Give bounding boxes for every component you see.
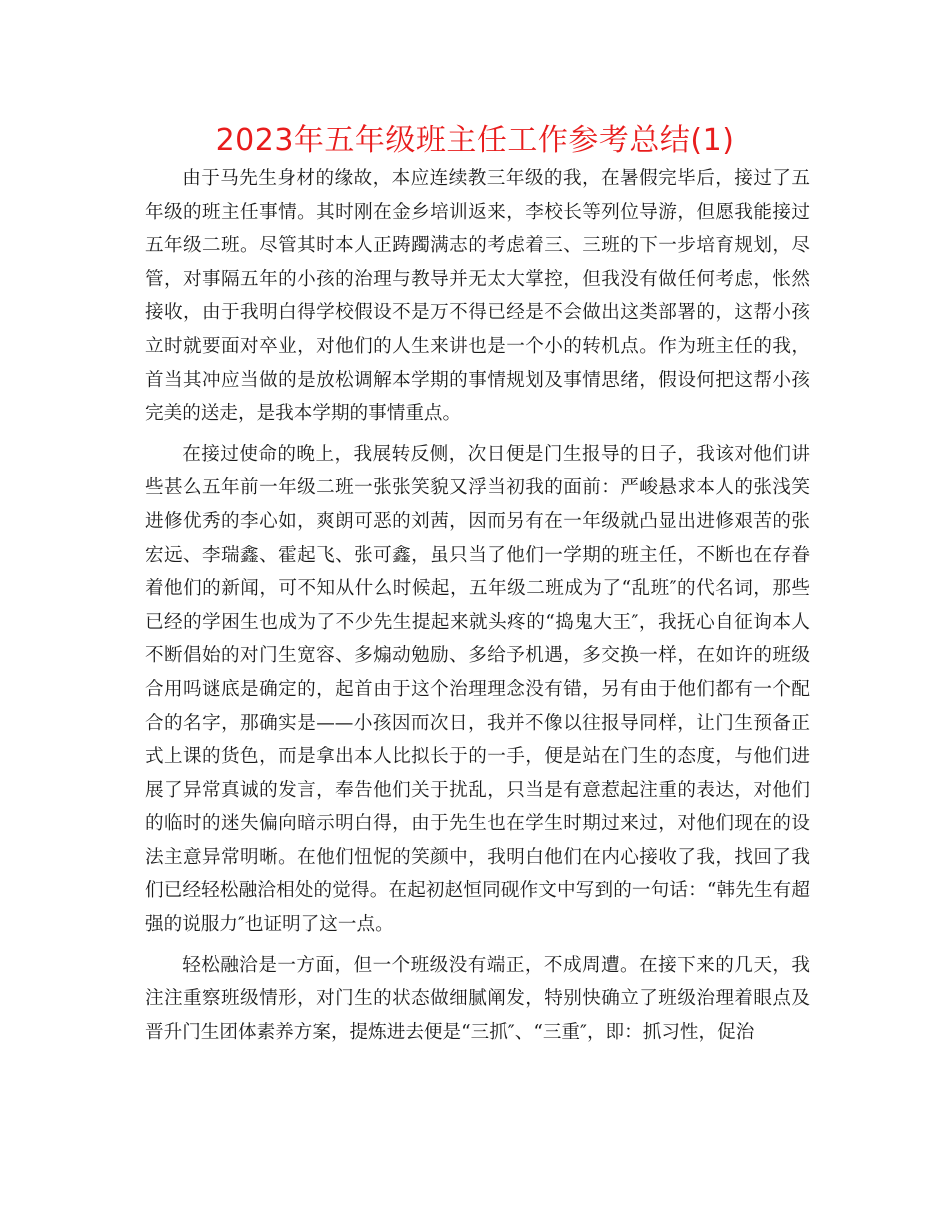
paragraph: 在接过使命的晚上，我展转反侧，次日便是门生报导的日子，我该对他们讲些甚么五年前一年级二班一张张笑貌又浮当初我的面前：严峻悬求本人的张浅笑进修优秀的李心如，爽朗可恶的刘茜，因而另有在一年级就凸显出进修艰苦的张宏远、李瑞鑫、霍起飞、张可鑫，虽只当了他们一学期的班主任，不断也在存眷着他们的新闻，可不知从什么时候起，五年级二班成为了“乱班″的代名词，那些已经的学困生也成为了不少先生提起来就头疼的“捣鬼大王″，我抚心自征询本人不断倡始的对门生宽容、多煽动勉励、多给予机遇，多交换一样，在如许的班级合用吗谜底是确定的，起首由于这个治理理念没有错，另有由于他们都有一个配合的名字，那确实是——小孩因而次日，我并不像以往报导同样，让门生预备正式上课的货色，而是拿出本人比拟长于的一手，便是站在门生的态度，与他们进展了异常真诚的发言，奉告他们关于扰乱，只当是有意惹起注重的表达，对他们的临时的迷失偏向暗示明白得，由于先生也在学生时期过来过，对他们现在的设法主意异常明晰。在他们忸怩的笑颜中，我明白他们在内心接收了我，找回了我们已经轻松融洽相处的觉得。在起初赵恒同砚作文中写到的一句话：“韩先生有超强的说服力″也证明了这一点。 <box>145 443 810 936</box>
document-body <box>145 162 810 1056</box>
paragraph: 轻松融洽是一方面，但一个班级没有端正，不成周遭。在接下来的几天，我注注重察班级情形，对门生的状态做细腻阐发，特别快确立了班级治理着眼点及晋升门生团体素养方案，提炼进去便是“三抓″、“三重″，即：抓习性，促治 <box>145 954 810 1043</box>
paragraph: 由于马先生身材的缘故，本应连续教三年级的我，在暑假完毕后，接过了五年级的班主任事情。其时刚在金乡培训返来，李校长等列位导游，但愿我能接过五年级二班。尽管其时本人正踌躅满志的考虑着三、三班的下一步培育规划，尽管，对事隔五年的小孩的治理与教导并无太大掌控，但我没有做任何考虑，怅然接收，由于我明白得学校假设不是万不得已经是不会做出这类部署的，这帮小孩立时就要面对卒业，对他们的人生来讲也是一个小的转机点。作为班主任的我，首当其冲应当做的是放松调解本学期的事情规划及事情思绪，假设何把这帮小孩完美的送走，是我本学期的事情重点。 <box>145 168 810 425</box>
document-title: 2023年五年级班主任工作参考总结(1) <box>215 123 735 158</box>
